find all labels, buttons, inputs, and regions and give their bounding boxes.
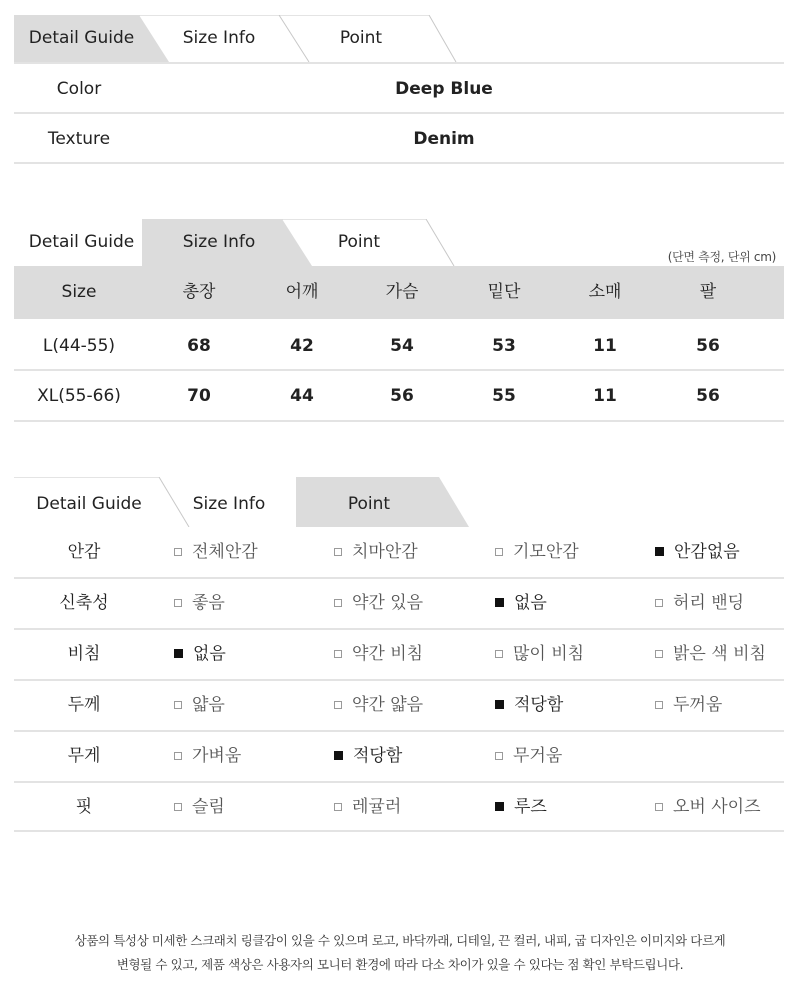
- header-size: Size: [61, 282, 97, 302]
- checked-box-icon: [495, 802, 504, 811]
- checked-box-icon: [495, 700, 504, 709]
- fit-row: [14, 782, 784, 832]
- length-value: 70: [187, 386, 211, 406]
- shoulder-value: 42: [290, 336, 314, 356]
- length-value: 68: [187, 336, 211, 356]
- option-checkbox[interactable]: [174, 578, 225, 628]
- option-label: 무거움: [513, 746, 563, 766]
- header-hem: 밑단: [487, 282, 521, 302]
- option-label: 슬림: [192, 797, 225, 817]
- tab-point[interactable]: Point: [347, 494, 391, 514]
- unchecked-box-icon: [334, 548, 342, 556]
- header-sleeve: 소매: [588, 282, 622, 302]
- option-label: 가벼움: [192, 746, 242, 766]
- unchecked-box-icon: [174, 599, 182, 607]
- option-checkbox[interactable]: [495, 578, 547, 628]
- unchecked-box-icon: [334, 701, 342, 709]
- arm-value: 56: [696, 386, 720, 406]
- option-label: 루즈: [514, 797, 547, 817]
- tab-detail-guide[interactable]: Detail Guide: [28, 232, 135, 252]
- weight-row: [14, 731, 784, 781]
- option-label: 밝은 색 비침: [673, 644, 766, 664]
- hem-value: 53: [492, 336, 516, 356]
- tab-point[interactable]: Point: [337, 232, 381, 252]
- unchecked-box-icon: [655, 803, 663, 811]
- option-label: 전체안감: [192, 542, 258, 562]
- lining-label: 안감: [67, 542, 101, 562]
- option-checkbox[interactable]: [174, 629, 226, 679]
- option-checkbox[interactable]: [334, 527, 418, 577]
- option-checkbox[interactable]: [495, 782, 547, 832]
- color-value: Deep Blue: [395, 79, 493, 99]
- unchecked-box-icon: [655, 599, 663, 607]
- tab-bar: [14, 15, 784, 62]
- tab-size-info[interactable]: Size Info: [182, 232, 256, 252]
- elasticity-row: [14, 578, 784, 628]
- hem-value: 55: [492, 386, 516, 406]
- option-checkbox[interactable]: [174, 731, 241, 781]
- option-checkbox[interactable]: [495, 680, 563, 730]
- tab-size-info[interactable]: Size Info: [182, 28, 256, 48]
- tab-detail-guide[interactable]: Detail Guide: [36, 494, 142, 514]
- option-label: 약간 있음: [352, 593, 424, 613]
- option-checkbox[interactable]: [174, 680, 225, 730]
- size-table-header: [14, 266, 784, 319]
- option-label: 좋음: [192, 593, 225, 613]
- size-info-section: [14, 219, 784, 424]
- shoulder-value: 44: [290, 386, 314, 406]
- unchecked-box-icon: [495, 650, 503, 658]
- option-checkbox[interactable]: [334, 782, 401, 832]
- header-shoulder: 어깨: [285, 282, 319, 302]
- texture-row: [14, 114, 784, 164]
- option-checkbox[interactable]: [174, 782, 225, 832]
- notice-line-1: 상품의 특성상 미세한 스크래치 링클감이 있을 수 있으며 로고, 바닥까래, 디테일, 끈 컬러, 내피, 굽 디자인은 이미지와 다르게: [74, 933, 726, 948]
- option-label: 레귤러: [352, 797, 402, 817]
- unchecked-box-icon: [174, 548, 182, 556]
- option-label: 약간 비침: [352, 644, 424, 664]
- thickness-row: [14, 680, 784, 730]
- table-row: [14, 371, 784, 421]
- option-label: 치마안감: [352, 542, 418, 562]
- option-label: 허리 밴딩: [673, 593, 745, 613]
- checked-box-icon: [495, 598, 504, 607]
- texture-value: Denim: [413, 129, 475, 149]
- sleeve-value: 11: [593, 336, 617, 356]
- unchecked-box-icon: [174, 752, 182, 760]
- size-name: XL(55-66): [37, 386, 121, 406]
- option-label: 안감없음: [674, 542, 740, 562]
- transparency-row: [14, 629, 784, 679]
- unchecked-box-icon: [655, 701, 663, 709]
- option-checkbox[interactable]: [334, 680, 423, 730]
- header-length: 총장: [182, 282, 216, 302]
- divider: [14, 162, 784, 164]
- option-label: 얇음: [192, 695, 225, 715]
- unchecked-box-icon: [495, 548, 503, 556]
- arm-value: 56: [696, 336, 720, 356]
- texture-label: Texture: [47, 129, 111, 149]
- tab-detail-guide[interactable]: Detail Guide: [28, 28, 135, 48]
- detail-guide-section: [14, 15, 784, 165]
- checked-box-icon: [655, 547, 664, 556]
- point-section: [14, 477, 784, 837]
- option-checkbox[interactable]: [495, 527, 579, 577]
- option-checkbox[interactable]: [655, 578, 744, 628]
- lining-row: [14, 527, 784, 577]
- option-label: 기모안감: [513, 542, 579, 562]
- transparency-label: 비침: [67, 644, 101, 664]
- chest-value: 54: [390, 336, 414, 356]
- option-label: 오버 사이즈: [673, 797, 761, 817]
- thickness-label: 두께: [67, 695, 101, 715]
- fit-label: 핏: [75, 797, 93, 817]
- unchecked-box-icon: [334, 599, 342, 607]
- notice-line-2: 변형될 수 있고, 제품 색상은 사용자의 모니터 환경에 따라 다소 차이가 있을 수 있다는 점 확인 부탁드립니다.: [116, 957, 684, 972]
- color-row: [14, 64, 784, 114]
- option-checkbox[interactable]: [495, 629, 584, 679]
- option-checkbox[interactable]: [655, 629, 766, 679]
- size-name: L(44-55): [42, 336, 116, 356]
- tab-point[interactable]: Point: [339, 28, 383, 48]
- option-label: 두꺼움: [673, 695, 723, 715]
- option-checkbox[interactable]: [495, 731, 562, 781]
- tab-bar: [14, 219, 784, 266]
- unchecked-box-icon: [655, 650, 663, 658]
- tab-bar: [14, 477, 784, 527]
- option-label: 없음: [514, 593, 547, 613]
- elasticity-label: 신축성: [59, 593, 109, 613]
- option-label: 적당함: [353, 746, 403, 766]
- divider: [14, 420, 784, 422]
- sleeve-value: 11: [593, 386, 617, 406]
- option-checkbox[interactable]: [655, 782, 761, 832]
- option-label: 없음: [193, 644, 226, 664]
- option-label: 약간 얇음: [352, 695, 424, 715]
- option-checkbox[interactable]: [334, 731, 402, 781]
- header-chest: 가슴: [385, 282, 419, 302]
- table-row: [14, 321, 784, 371]
- option-label: 적당함: [514, 695, 564, 715]
- option-label: 많이 비침: [513, 644, 585, 664]
- unchecked-box-icon: [334, 650, 342, 658]
- chest-value: 56: [390, 386, 414, 406]
- checked-box-icon: [174, 649, 183, 658]
- unchecked-box-icon: [174, 803, 182, 811]
- option-checkbox[interactable]: [334, 629, 423, 679]
- divider: [14, 830, 784, 832]
- option-checkbox[interactable]: [655, 680, 722, 730]
- color-label: Color: [56, 79, 102, 99]
- option-checkbox[interactable]: [655, 527, 740, 577]
- header-arm: 팔: [699, 282, 717, 302]
- option-checkbox[interactable]: [334, 578, 423, 628]
- unchecked-box-icon: [495, 752, 503, 760]
- unchecked-box-icon: [334, 803, 342, 811]
- tab-size-info[interactable]: Size Info: [192, 494, 266, 514]
- unit-note: (단면 측정, 단위 cm): [667, 250, 776, 264]
- checked-box-icon: [334, 751, 343, 760]
- weight-label: 무게: [67, 746, 101, 766]
- unchecked-box-icon: [174, 701, 182, 709]
- option-checkbox[interactable]: [174, 527, 258, 577]
